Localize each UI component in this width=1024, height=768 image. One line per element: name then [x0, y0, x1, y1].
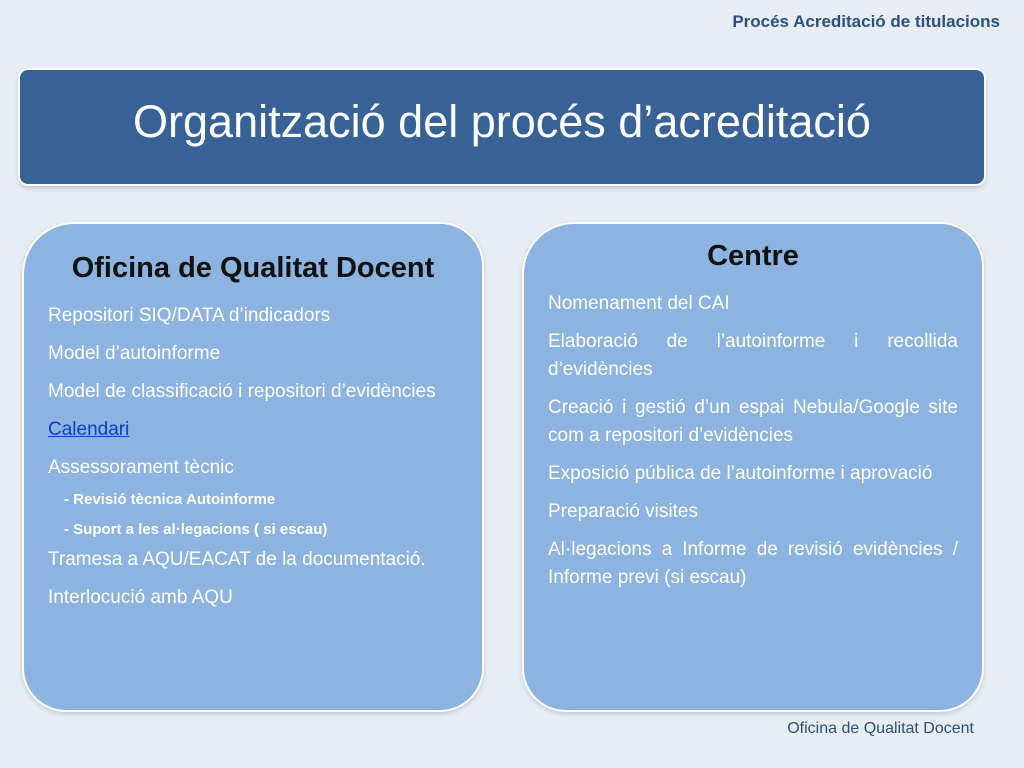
panel-oficina-qualitat [22, 222, 484, 712]
list-item-interlocucio: Interlocució amb AQU [48, 587, 233, 608]
list-item-repositori-siq: Repositori SIQ/DATA d’indicadors [48, 305, 331, 326]
panel-title-oficina: Oficina de Qualitat Docent [71, 252, 435, 284]
list-item-model-classificacio: Model de classificació i repositori d’evidències [48, 381, 436, 402]
list-item-model-autoinforme: Model d’autoinforme [48, 343, 221, 364]
panel-centre [522, 222, 984, 712]
list-item-assessorament: Assessorament tècnic [48, 457, 234, 478]
title-banner [20, 70, 984, 184]
list-item-exposicio: Exposició pública de l’autoinforme i aprovació [548, 463, 933, 484]
sub-item-suport-allegacions: - Suport a les al·legacions ( si escau) [64, 521, 328, 538]
list-item-nomenament: Nomenament del CAI [548, 293, 730, 314]
slide-header-title: Procés Acreditació de titulacions [732, 12, 1000, 31]
list-item-elaboracio: Elaboració de l’autoinforme i recollida d’evidències [548, 331, 958, 380]
calendari-link[interactable]: Calendari [48, 419, 130, 440]
slide-title: Organització del procés d’acreditació [133, 96, 871, 147]
sub-item-revisio-tecnica: - Revisió tècnica Autoinforme [64, 491, 276, 508]
list-item-allegacions: Al·legacions a Informe de revisió evidències / Informe previ (si escau) [548, 539, 958, 588]
panel-title-centre: Centre [707, 240, 799, 272]
list-item-tramesa: Tramesa a AQU/EACAT de la documentació. [48, 549, 426, 570]
list-item-creacio-espai: Creació i gestió d’un espai Nebula/Google site com a repositori d’evidències [548, 397, 958, 446]
list-item-preparacio: Preparació visites [548, 501, 698, 522]
slide-footer: Oficina de Qualitat Docent [787, 720, 974, 737]
